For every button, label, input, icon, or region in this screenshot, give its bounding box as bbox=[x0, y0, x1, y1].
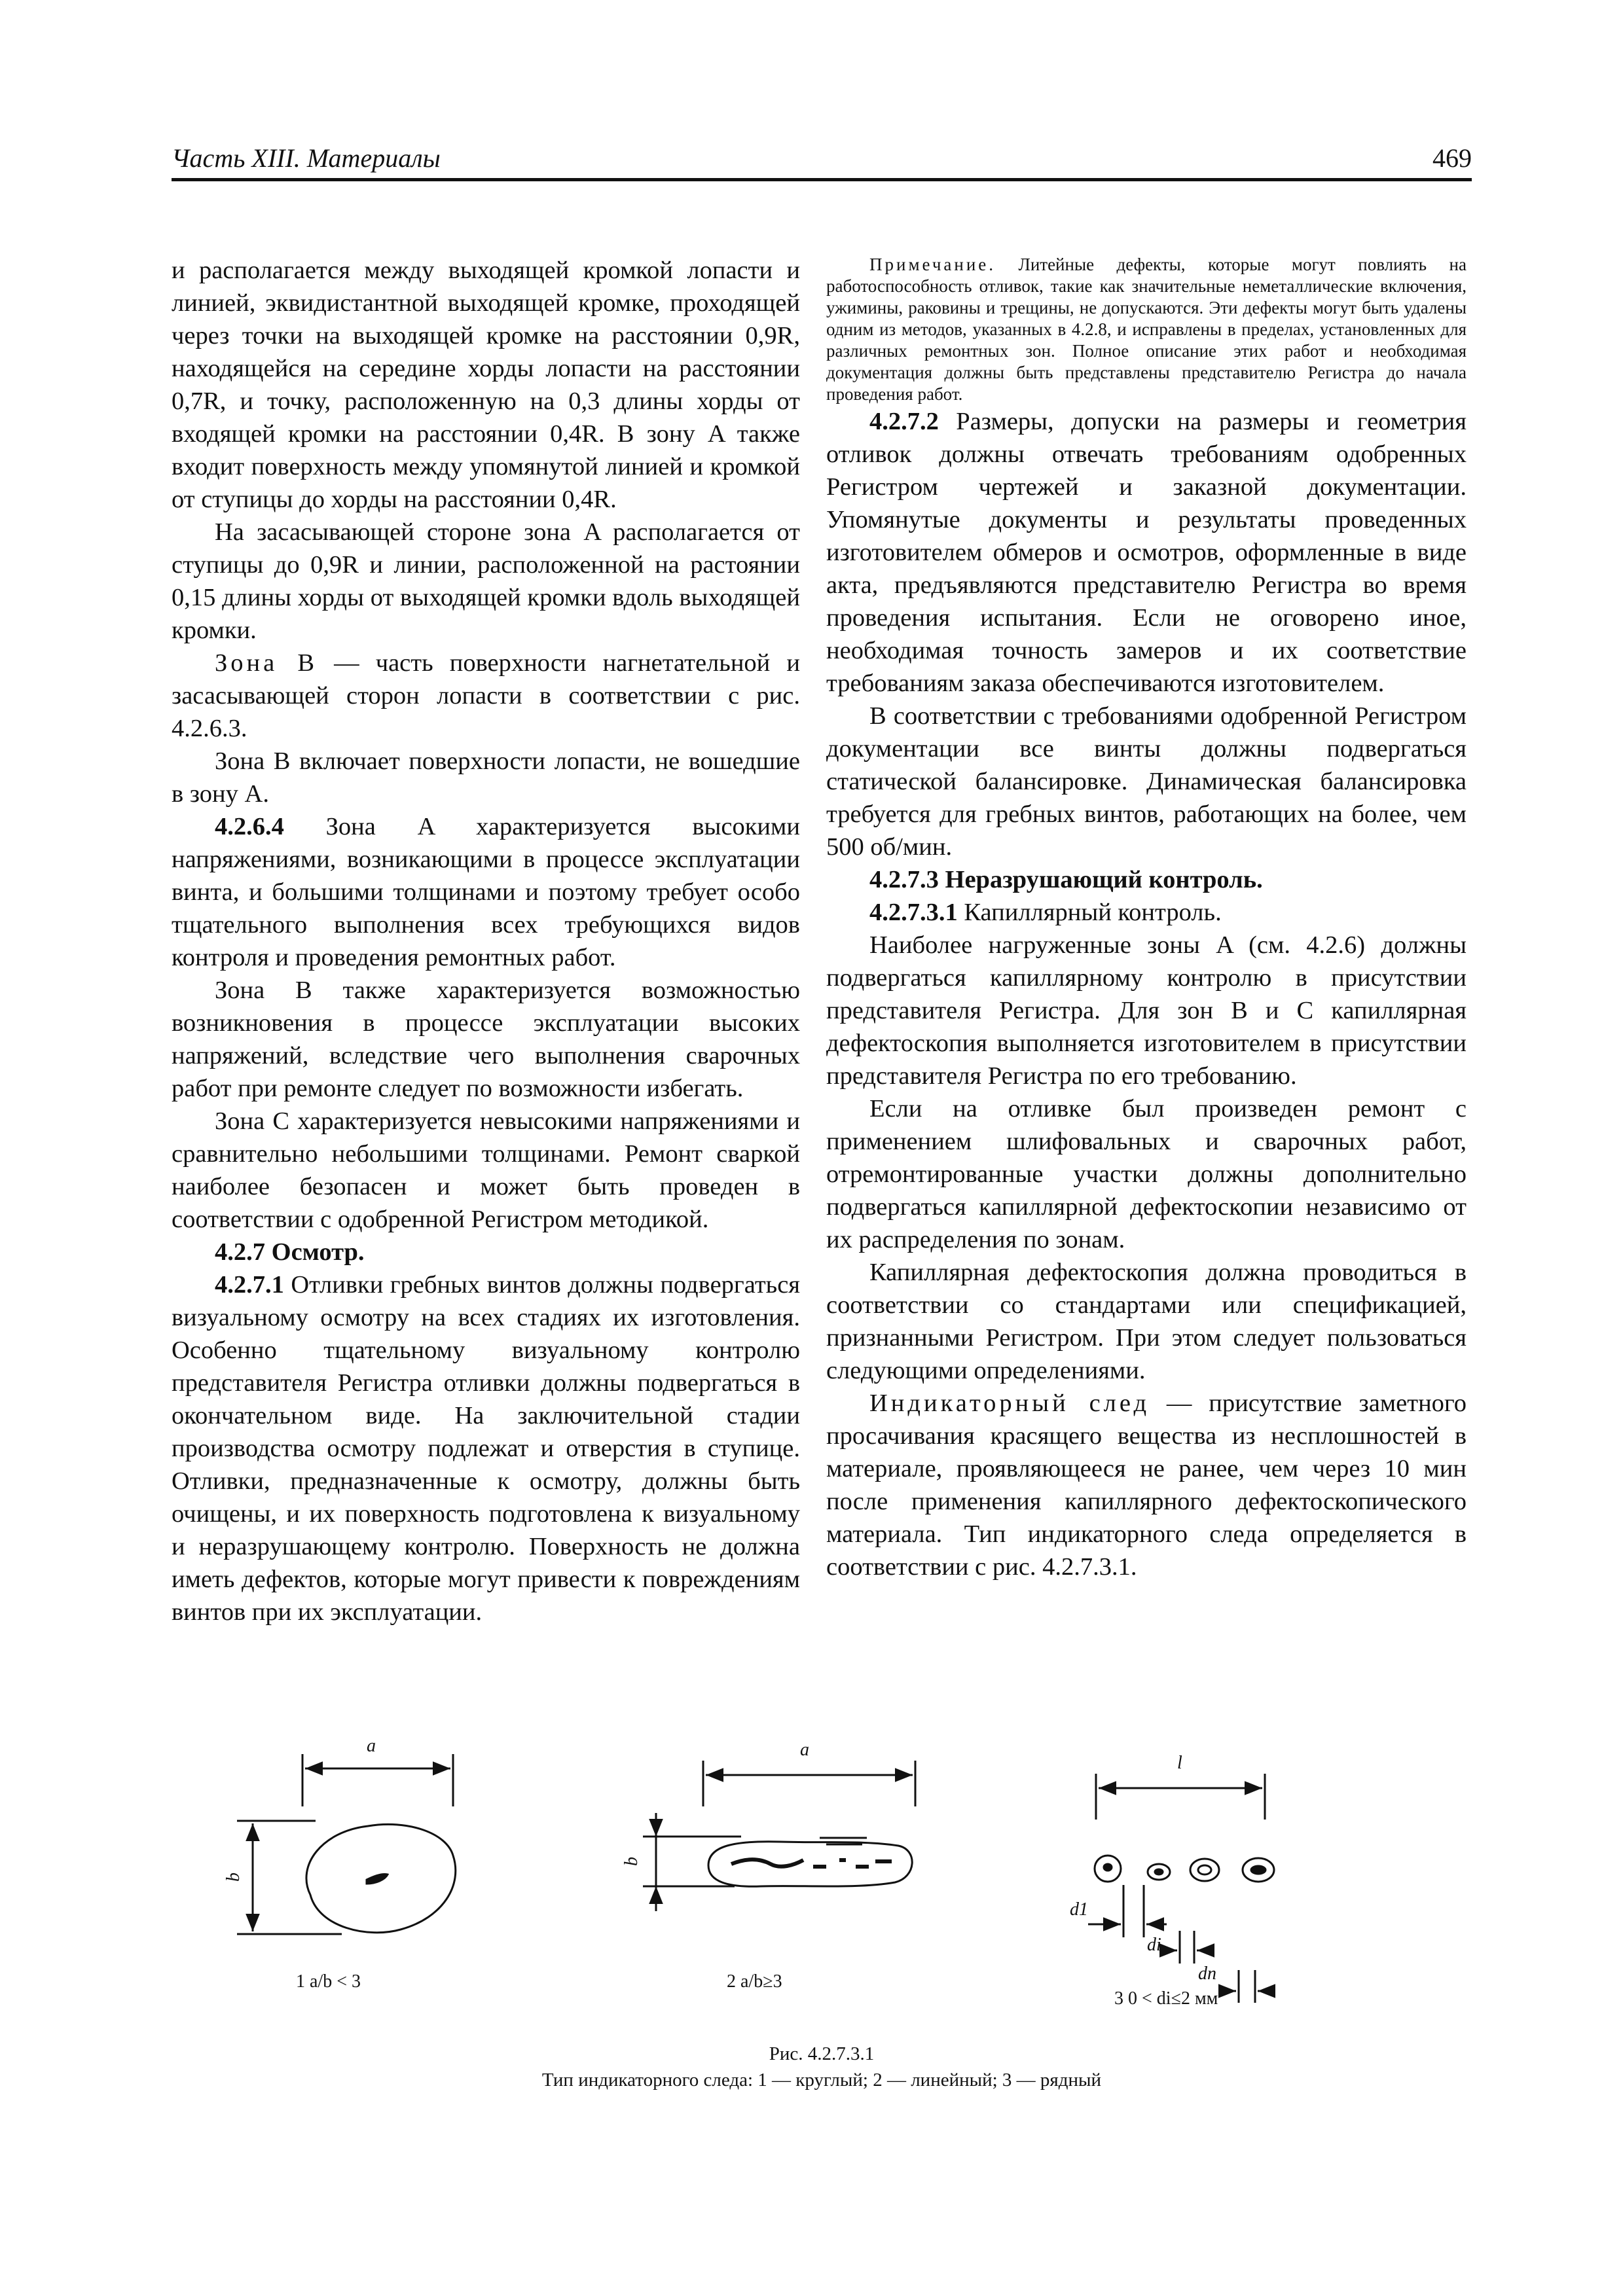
fig3-caption: 3 0 < di≤2 мм bbox=[1114, 1988, 1218, 2009]
right-column bbox=[826, 254, 1467, 1583]
dimension-b-label: b bbox=[223, 1873, 244, 1882]
dimension-b-label: b bbox=[621, 1857, 642, 1866]
round-indication-sketch bbox=[237, 1754, 456, 1934]
running-title: Часть XIII. Материалы bbox=[172, 143, 441, 173]
linear-indication-sketch bbox=[643, 1761, 915, 1911]
paragraph: Индикаторный след — присутствие заметного просачивания красящего вещества из несплошностей в материале, проявляющееся не ранее, чем через 10 мин после применения капиллярного дефектоскопического материала. Тип индикаторного следа определяется в соответствии с рис. 4.2.7.3.1. bbox=[826, 1390, 1467, 1581]
paragraph: Если на отливке был произведен ремонт с применением шлифовальных и сварочных работ, отремонтированные участки должны дополнительно подвергаться капиллярной дефектоскопии независимо от их распределения по зонам. bbox=[826, 1095, 1467, 1253]
paragraph: На засасывающей стороне зона A располагается от ступицы до 0,9R и линии, расположенной на растоянии 0,15 длины хорды от выходящей кромки вдоль выходящей кромки. bbox=[172, 518, 800, 644]
paragraph: Наиболее нагруженные зоны A (см. 4.2.6) должны подвергаться капиллярному контролю в присутствии представителя Регистра. Для зон B и C капиллярная дефектоскопия выполняется изготовителем в присутствии представителя Регистра по его требованию. bbox=[826, 931, 1467, 1090]
row-indication-sketch bbox=[1088, 1774, 1274, 2003]
dimension-d1-label: d1 bbox=[1070, 1899, 1088, 1920]
fig1-caption: 1 a/b < 3 bbox=[296, 1971, 361, 1992]
dimension-di-label: di bbox=[1147, 1935, 1161, 1955]
dimension-a-label: a bbox=[800, 1740, 809, 1760]
paragraph: Капиллярная дефектоскопия должна проводиться в соответствии со стандартами или спецификацией, признанными Регистром. При этом следует пользоваться следующими определениями. bbox=[826, 1259, 1467, 1384]
paragraph: 4.2.6.4 Зона A характеризуется высокими напряжениями, возникающими в процессе эксплуатации винта, и большими толщинами и поэтому требует особо тщательного выполнения всех требующихся видов контроля и проведения ремонтных работ. bbox=[172, 813, 800, 971]
paragraph: Зона B также характеризуется возможностью возникновения в процессе эксплуатации высоких напряжений, вследствие чего выполнения сварочных работ при ремонте следует по возможности избегать. bbox=[172, 977, 800, 1102]
note-label: Примечание. bbox=[869, 255, 996, 274]
section-heading: 4.2.7 Осмотр. bbox=[215, 1238, 365, 1266]
paragraph: Зона B включает поверхности лопасти, не вошедшие в зону A. bbox=[172, 747, 800, 808]
fig2-caption: 2 a/b≥3 bbox=[727, 1971, 782, 1992]
paragraph: Зона B — часть поверхности нагнетательной и засасывающей сторон лопасти в соответствии с рис. 4.2.6.3. bbox=[172, 649, 800, 742]
section-number: 4.2.7.1 bbox=[215, 1271, 284, 1299]
paragraph: Зона C характеризуется невысокими напряжениями и сравнительно небольшими толщинами. Ремонт сваркой наиболее безопасен и может быть проведен в соответствии с одобренной Регистром методикой. bbox=[172, 1107, 800, 1233]
paragraph: 4.2.7.1 Отливки гребных винтов должны подвергаться визуальному осмотру на всех стадиях их изготовления. Особенно тщательному визуальному контролю представителя Регистра отливки должны подвергаться в окончательном виде. На заключительной стадии производства осмотру подлежат и отверстия в ступице. Отливки, предназначенные к осмотру, должны быть очищены, и их поверхность подготовлена к визуальному и неразрушающему контролю. Поверхность не должна иметь дефектов, которые могут привести к повреждениям винтов при их эксплуатации. bbox=[172, 1271, 800, 1626]
section-number: 4.2.6.4 bbox=[215, 813, 284, 840]
note: Примечание. Литейные дефекты, которые могут повлиять на работоспособность отливок, такие как значительные неметаллические включения, ужимины, раковины и трещины, не допускаются. Эти дефекты могут быть удалены одним из методов, указанных в 4.2.8, и исправлены в пределах, установленных для различных ремонтных зон. Полное описание этих работ и необходимая документация должны быть представлены представителю Регистра до начала проведения работ. bbox=[826, 255, 1467, 404]
paragraph: В соответствии с требованиями одобренной Регистром документации все винты должны подвергаться статической балансировке. Динамическая балансировка требуется для гребных винтов, работающих на более, чем 500 об/мин. bbox=[826, 702, 1467, 861]
figure-indicator-types bbox=[172, 1721, 1472, 2068]
section-heading: 4.2.7.3 Неразрушающий контроль. bbox=[869, 866, 1263, 893]
dimension-l-label: l bbox=[1177, 1753, 1182, 1773]
paragraph: и располагается между выходящей кромкой лопасти и линией, эквидистантной выходящей кромке, проходящей через точки на выходящей кромке на расстоянии 0,9R, находящейся на середине хорды лопасти на расстоянии 0,7R, и точку, расположенную на 0,3 длины хорды от входящей кромки на расстоянии 0,4R. В зону A также входит поверхность между упомянутой линией и кромкой от ступицы до хорды на расстоянии 0,4R. bbox=[172, 257, 800, 513]
left-column bbox=[172, 254, 800, 1628]
subsection-heading: 4.2.7.3.1 Капиллярный контроль. bbox=[869, 899, 1222, 926]
term-indicator-trace: Индикаторный след bbox=[869, 1390, 1150, 1417]
figure-caption-text: Тип индикаторного следа: 1 — круглый; 2 — линейный; 3 — рядный bbox=[541, 2070, 1102, 2090]
dimension-a-label: a bbox=[367, 1736, 376, 1756]
figure-drawing bbox=[172, 1721, 1472, 2068]
section-number: 4.2.7.2 bbox=[869, 408, 939, 435]
term-zone-b: Зона B bbox=[215, 649, 318, 677]
page-header bbox=[172, 143, 1472, 181]
dimension-dn-label: dn bbox=[1198, 1964, 1216, 1984]
figure-caption-title: Рис. 4.2.7.3.1 bbox=[769, 2043, 875, 2064]
paragraph: 4.2.7.2 Размеры, допуски на размеры и геометрия отливок должны отвечать требованиям одобренных Регистром чертежей и заказной документации. Упомянутые документы и результаты проведенных изготовителем обмеров и осмотров, оформленные в виде акта, предъявляются представителю Регистра во время проведения испытания. Если не оговорено иное, необходимая точность замеров и их соответствие требованиям заказа обеспечиваются изготовителем. bbox=[826, 408, 1467, 697]
page-number: 469 bbox=[1432, 143, 1472, 173]
section-number: 4.2.7.3.1 bbox=[869, 899, 958, 926]
